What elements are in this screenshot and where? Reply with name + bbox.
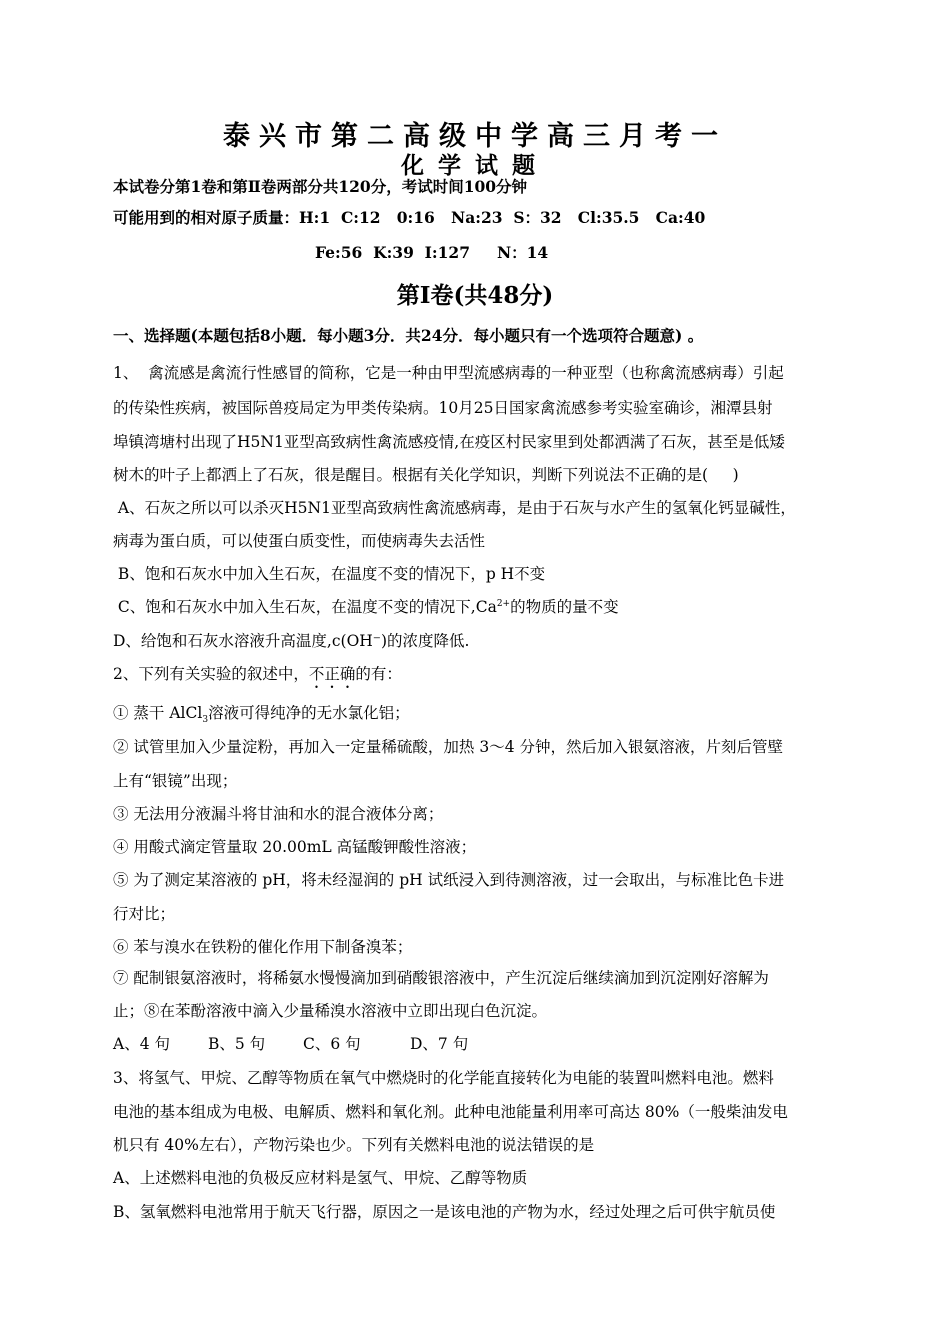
q3-option-b-line-1: B、氢氧燃料电池常用于航天飞行器，原因之一是该电池的产物为水，经过处理之后可供宇航员使 <box>113 1203 776 1221</box>
q2-item-5-line-2: 行对比； <box>113 905 176 923</box>
q2-item-2-line-2: 上有“银镜”出现； <box>113 772 238 790</box>
q2-item-1-tail: 溶液可得纯净的无水氯化铝； <box>208 704 410 722</box>
q1-option-d: D、给饱和石灰水溶液升高温度,c(OH⁻)的浓度降低. <box>113 632 470 650</box>
q2-option-a: A、4 句 <box>113 1035 170 1053</box>
q2-option-d: D、7 句 <box>410 1035 469 1053</box>
q1-option-a-line-1: A、石灰之所以可以杀灭H5N1亚型高致病性禽流感病毒，是由于石灰与水产生的氢氧化钙显碱性， <box>113 499 796 517</box>
section-title: 第Ⅰ卷(共48分) <box>396 282 554 309</box>
q2-stem-text: 2、下列有关实验的叙述中， <box>113 665 309 683</box>
q2-option-b: B、5 句 <box>208 1035 266 1053</box>
q2-item-6: ⑥ 苯与溴水在铁粉的催化作用下制备溴苯； <box>113 938 413 956</box>
q2-item-1 <box>113 703 848 726</box>
q1-stem-line-4: 树木的叶子上都洒上了石灰，很是醒目。根据有关化学知识，判断下列说法不正确的是( ) <box>113 466 739 484</box>
q3-option-a: A、上述燃料电池的负极反应材料是氢气、甲烷、乙醇等物质 <box>113 1169 528 1187</box>
section-instruction: 一、选择题(本题包括8小题．每小题3分．共24分．每小题只有一个选项符合题意) 。 <box>113 326 704 345</box>
q1-option-b: B、饱和石灰水中加入生石灰，在温度不变的情况下，p H不变 <box>113 565 546 583</box>
school-title: 泰兴市第二高级中学高三月考一 <box>223 121 727 152</box>
q2-options <box>113 1034 848 1054</box>
q2-stem-tail: 的有： <box>355 665 402 683</box>
q2-item-2-line-1: ② 试管里加入少量淀粉，再加入一定量稀硫酸，加热 3～4 分钟，然后加入银氨溶液，片刻后管壁 <box>113 738 784 756</box>
q1-option-a-line-2: 病毒为蛋白质，可以使蛋白质变性，而使病毒失去活性 <box>113 532 486 550</box>
q2-item-1-text: ① 蒸干 AlCl <box>113 704 203 722</box>
q1-stem-line-1: 1、 禽流感是禽流行性感冒的简称，它是一种由甲型流感病毒的一种亚型（也称禽流感病毒）引起 <box>113 364 784 382</box>
atomic-masses-line-1: 可能用到的相对原子质量：H:1 C:12 0:16 Na:23 S：32 Cl:35.5 Ca:40 <box>113 208 706 227</box>
q2-stem-emphasis: 不正确 <box>308 665 356 683</box>
q2-item-3: ③ 无法用分液漏斗将甘油和水的混合液体分离； <box>113 805 444 823</box>
q3-stem-line-3: 机只有 40%左右），产物污染也少。下列有关燃料电池的说法错误的是 <box>113 1136 595 1154</box>
q3-stem-line-1: 3、将氢气、甲烷、乙醇等物质在氧气中燃烧时的化学能直接转化为电能的装置叫燃料电池。燃料 <box>113 1069 774 1087</box>
exam-info: 本试卷分第1卷和第Ⅱ卷两部分共120分，考试时间100分钟 <box>113 177 528 196</box>
calcium-charge: 2+ <box>496 598 511 609</box>
q1-option-c-text: C、饱和石灰水中加入生石灰，在温度不变的情况下,Ca <box>113 598 497 616</box>
q2-item-4: ④ 用酸式滴定管量取 20.00mL 高锰酸钾酸性溶液； <box>113 838 477 856</box>
q2-item-7-line-1: ⑦ 配制银氨溶液时，将稀氨水慢慢滴加到硝酸银溶液中，产生沉淀后继续滴加到沉淀刚好溶解为 <box>113 969 769 987</box>
q2-item-5-line-1: ⑤ 为了测定某溶液的 pH，将未经湿润的 pH 试纸浸入到待测溶液，过一会取出，与标准比色卡进 <box>113 871 785 889</box>
chloride-subscript: 3 <box>202 715 209 726</box>
q3-stem-line-2: 电池的基本组成为电极、电解质、燃料和氧化剂。此种电池能量利用率可高达 80%（一般柴油发电 <box>113 1103 788 1121</box>
q2-stem <box>113 664 848 692</box>
subject-title: 化学试题 <box>401 152 549 179</box>
q2-item-7-line-2: 止；⑧在苯酚溶液中滴入少量稀溴水溶液中立即出现白色沉淀。 <box>113 1002 548 1020</box>
q1-stem-line-3: 埠镇湾塘村出现了H5N1亚型高致病性禽流感疫情,在疫区村民家里到处都洒满了石灰，甚至是低矮 <box>113 433 785 451</box>
q1-option-c <box>113 597 848 617</box>
q2-option-c: C、6 句 <box>303 1035 361 1053</box>
atomic-masses-line-2: Fe:56 K:39 I:127 N：14 <box>315 243 549 262</box>
q1-stem-line-2: 的传染性疾病，被国际兽疫局定为甲类传染病。10月25日国家禽流感参考实验室确诊，湘潭县射 <box>113 399 773 417</box>
q1-option-c-tail: 的物质的量不变 <box>510 598 619 616</box>
